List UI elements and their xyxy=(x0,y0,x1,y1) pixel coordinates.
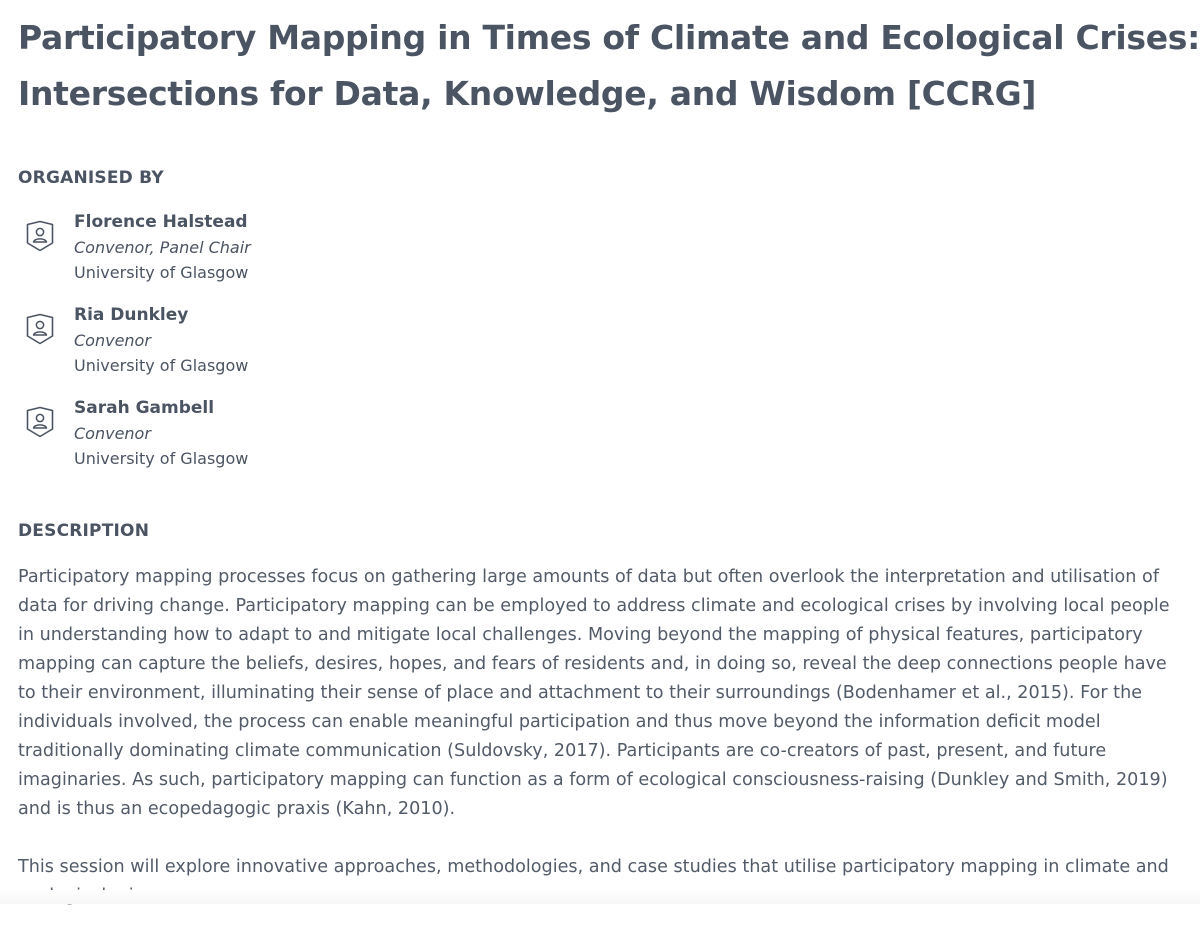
organiser-name: Ria Dunkley xyxy=(74,305,189,325)
title-line-2: Intersections for Data, Knowledge, and Wisdom [CCRG] xyxy=(18,74,1037,113)
description-paragraph: Participatory mapping processes focus on gathering large amounts of data but often overlook the interpretation and utilisation of data for driving change. Participatory mapping can be employed to address climate and ecological crises by involving local people in understanding how to adapt to and mitigate local challenges. Moving beyond the mapping of physical features, participatory mapping can capture the beliefs, desires, hopes, and fears of residents and, in doing so, reveal the deep connections people have to their environment, illuminating their sense of place and attachment to their surroundings (Bodenhamer et al., 2015). For the individuals involved, the process can enable meaningful participation and thus move beyond the information deficit model traditionally dominating climate communication (Suldovsky, 2017). Participants are co-creators of past, present, and future imaginaries. As such, participatory mapping can function as a form of ecological consciousness-raising (Dunkley and Smith, 2019) and is thus an ecopedagogic praxis (Kahn, 2010). xyxy=(18,567,1170,819)
organiser-role: Convenor xyxy=(74,424,151,443)
organiser-item xyxy=(18,210,618,290)
organiser-affiliation: University of Glasgow xyxy=(74,356,249,375)
title-line-1: Participatory Mapping in Times of Climate and Ecological Crises: xyxy=(18,18,1200,57)
person-badge-icon xyxy=(26,406,54,438)
description-heading: DESCRIPTION xyxy=(18,521,150,541)
organised-by-heading: ORGANISED BY xyxy=(18,168,164,188)
organiser-item xyxy=(18,303,618,383)
organiser-affiliation: University of Glasgow xyxy=(74,449,249,468)
organiser-role: Convenor xyxy=(74,331,151,350)
bottom-fade xyxy=(0,890,1200,904)
description-paragraph: This session will explore innovative approaches, methodologies, and case studies that utilise participatory mapping in climate and xyxy=(18,857,1169,877)
organiser-affiliation: University of Glasgow xyxy=(74,263,249,282)
organiser-name: Florence Halstead xyxy=(74,212,248,232)
person-badge-icon xyxy=(26,220,54,252)
organiser-name: Sarah Gambell xyxy=(74,398,215,418)
page-title xyxy=(18,10,1200,122)
organiser-item xyxy=(18,396,618,476)
description-body xyxy=(18,563,1186,940)
person-badge-icon xyxy=(26,313,54,345)
organiser-role: Convenor, Panel Chair xyxy=(74,238,251,257)
